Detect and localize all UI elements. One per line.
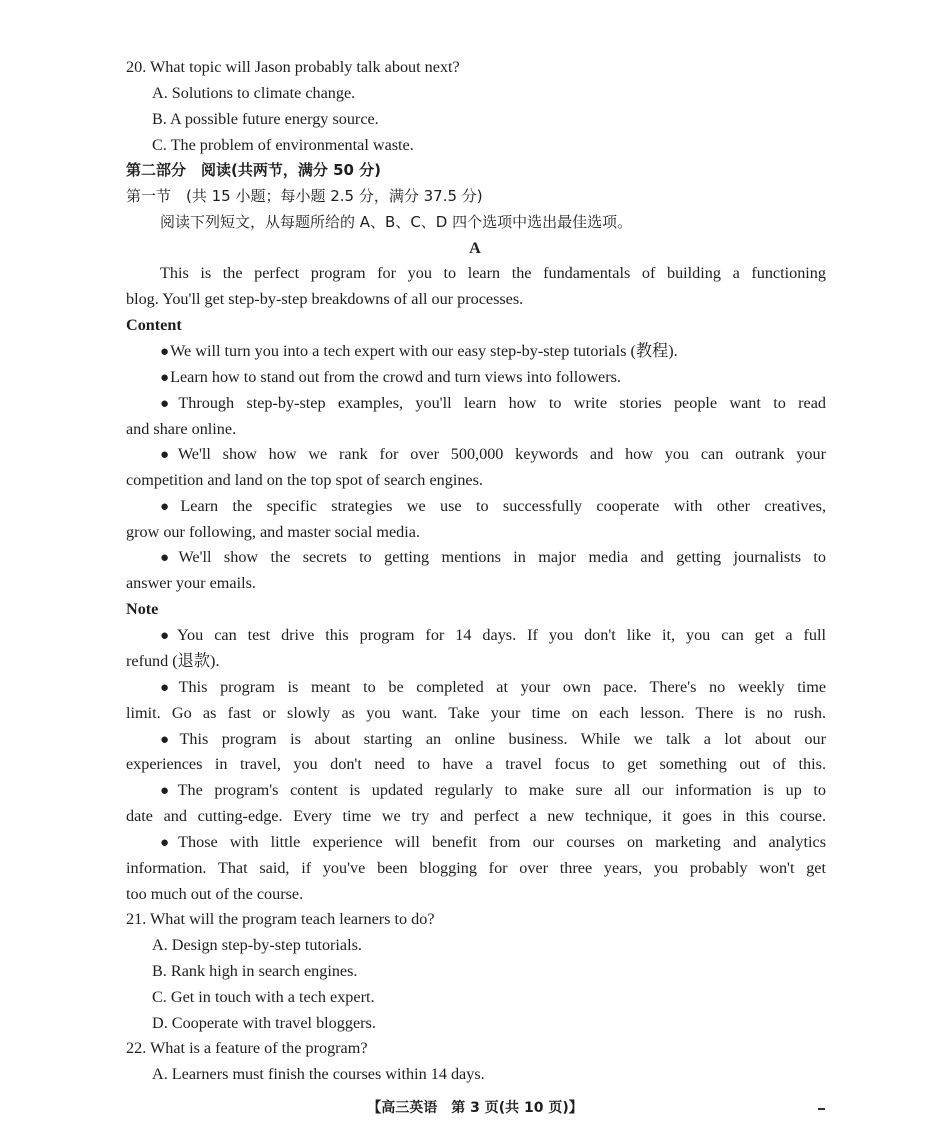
note-bullet: ● The program's content is updated regularly to make sure all our information is up to [160,780,826,801]
question-22-option-a: A. Learners must finish the courses within 14 days. [152,1065,485,1083]
section1-heading: 第一节 (共 15 小题；每小题 2.5 分，满分 37.5 分) [126,187,483,205]
passage-intro-line: This is the perfect program for you to learn the fundamentals of building a functioning [160,264,826,282]
question-20-stem: 20. What topic will Jason probably talk about next? [126,58,460,76]
content-bullet-continuation: and share online. [126,420,237,438]
page-corner-mark [818,1108,825,1110]
note-bullet-continuation: too much out of the course. [126,885,304,903]
content-bullet-continuation: grow our following, and master social media. [126,523,420,541]
question-20-option-b: B. A possible future energy source. [152,110,379,128]
note-bullet-continuation: date and cutting-edge. Every time we try and perfect a new technique, it goes in this course. [126,807,826,825]
note-bullet-continuation: refund (退款). [126,652,220,670]
content-bullet: ● Through step-by-step examples, you'll learn how to write stories people want to read [160,393,826,414]
content-heading: Content [126,316,182,334]
note-bullet: ● This program is about starting an online business. While we talk a lot about our [160,729,826,750]
question-21-option-a: A. Design step-by-step tutorials. [152,936,362,954]
question-20-option-a: A. Solutions to climate change. [152,84,356,102]
content-bullet: ● We will turn you into a tech expert with our easy step-by-step tutorials (教程). [160,341,826,362]
content-bullet-continuation: answer your emails. [126,574,256,592]
note-bullet-continuation: information. That said, if you've been blogging for over three years, you probably won't get [126,859,826,877]
passage-letter: A [469,239,481,257]
part2-heading: 第二部分 阅读(共两节，满分 50 分) [126,161,382,179]
content-bullet: ● We'll show how we rank for over 500,000 keywords and how you can outrank your [160,444,826,465]
question-21-stem: 21. What will the program teach learners to do? [126,910,435,928]
note-bullet: ● This program is meant to be completed at your own pace. There's no weekly time [160,677,826,698]
content-bullet: ● Learn how to stand out from the crowd and turn views into followers. [160,367,826,388]
question-20-option-c: C. The problem of environmental waste. [152,136,414,154]
passage-intro-line: blog. You'll get step-by-step breakdowns of all our processes. [126,290,524,308]
note-heading: Note [126,600,159,618]
note-bullet: ● You can test drive this program for 14 days. If you don't like it, you can get a full [160,625,826,646]
content-bullet: ● Learn the specific strategies we use to successfully cooperate with other creatives, [160,496,826,517]
reading-instruction: 阅读下列短文，从每题所给的 A、B、C、D 四个选项中选出最佳选项。 [160,213,633,231]
question-21-option-d: D. Cooperate with travel bloggers. [152,1014,376,1032]
question-22-stem: 22. What is a feature of the program? [126,1039,368,1057]
note-bullet-continuation: experiences in travel, you don't need to have a travel focus to get something out of this. [126,755,826,773]
page-footer: 【高三英语 第 3 页(共 10 页)】 [367,1100,583,1116]
question-21-option-b: B. Rank high in search engines. [152,962,358,980]
note-bullet: ● Those with little experience will benefit from our courses on marketing and analytics [160,832,826,853]
note-bullet-continuation: limit. Go as fast or slowly as you want. Take your time on each lesson. There is no rush. [126,704,826,722]
content-bullet: ● We'll show the secrets to getting mentions in major media and getting journalists to [160,547,826,568]
content-bullet-continuation: competition and land on the top spot of search engines. [126,471,483,489]
question-21-option-c: C. Get in touch with a tech expert. [152,988,375,1006]
